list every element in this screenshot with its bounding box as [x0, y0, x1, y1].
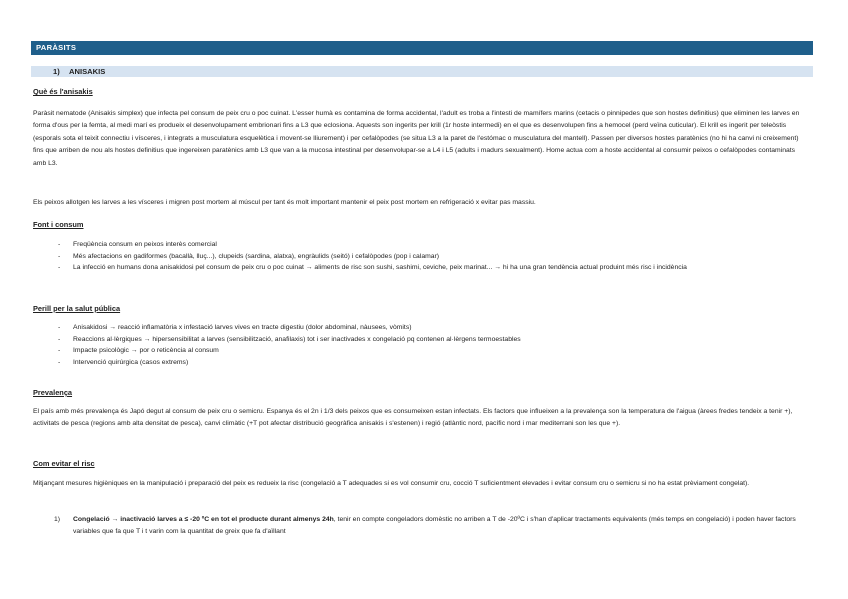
section-title: ANISAKIS — [69, 67, 106, 76]
source-list — [33, 239, 809, 274]
heading-danger: Perill per la salut pública — [33, 304, 121, 313]
heading-source: Font i consum — [33, 220, 84, 229]
section-number: 1) — [53, 67, 60, 76]
paragraph-avoid-risk: Mitjançant mesures higièniques en la manipulació i preparació del peix es redueix la risc (congelació a T adequades si es vol consumir cru, cocció T suficientment elevades i evitar consum cru o semicru si no ha estat prèviament congelat). — [33, 480, 750, 487]
list-item: - La infecció en humans dona anisakidosi pel consum de peix cru o poc cuinat → aliments de risc son sushi, sashimi, ceviche, peix marinat... → hi ha una gran tendència actual produint més risc i incidència — [58, 264, 687, 272]
list-item: - Intervenció quirúrgica (casos extrems) — [58, 358, 189, 366]
item-number: 1) — [54, 516, 61, 523]
list-item: - Impacte psicològic → por o reticència al consum — [58, 347, 219, 355]
heading-prevalence: Prevalença — [33, 388, 73, 397]
chapter-banner: PARÀSITS — [31, 41, 813, 55]
list-item: - Freqüència consum en peixos interès comercial — [58, 241, 217, 248]
heading-avoid-risk: Com evitar el risc — [33, 459, 95, 468]
paragraph-lifecycle: Paràsit nematode (Anisakis simplex) que infecta pel consum de peix cru o poc cuinat. L'esser humà es contamina de forma accidental, l'adult es troba a l'intesti de mamífers marins (cetacis o pinnipedes que son hostes definitius) que eliminen les larves en forma d'ous per la femta, al medi marí es produeix el desenvolupament embrionari fins a L3 que eclosiona. Aquests son ingerits per krill (1r hoste intermedi) en el que es desenvolupen fins a hemocel (perd veïna cuticular). El krill es ingerit per teleòstis (esporals sota el teixit connectiu i vísceres, i integrats a musculatura esquelètica i movent-se lliurement) i per cefalòpodes (se situa L3 a la paret de l'estómac o musculatura del mantell). Passen per diversos hostes paratènics (no hi ha canvi ni creixement) fins que arriben de nou als hostes definitius que ingereixen paratènics amb L3 que van a la mucosa intestinal per desenvolupar-se a L4 i L5 (adults i madurs sexualment). Home actua com a hoste accidental al consumir peixos o cefalòpodes contaminats amb L3. — [33, 110, 800, 167]
numbered-item-freezing — [33, 514, 809, 539]
list-item: - Anisakidosi → reacció inflamatòria x infestació larves vives en tracte digestiu (dolor abdominal, nàusees, vòmits) — [58, 324, 412, 331]
section-bar — [31, 66, 813, 77]
danger-list — [33, 322, 809, 368]
heading-what-is: Què és l'anisakis — [33, 87, 93, 96]
paragraph-postmortem: Els peixos allotgen les larves a les vísceres i migren post mortem al múscul per tant és molt important mantenir el peix post mortem en refrigeració x evitar pas massiu. — [33, 199, 536, 206]
paragraph-prevalence: El país amb més prevalença és Japó degut al consum de peix cru o semicru. Espanya és el 2n i 1/3 dels peixos que es consumeixen estan infectats. Els factors que influeixen a la prevalença son la temperatura de l'aigua (àrees fredes tendeix a tenir +), activitats de pesca (regions amb alta densitat de pesca), canvi climàtic (+T pot afectar distribució geogràfica anisakis i s'estenen) i regió (atlàntic nord, pacífic nord i mar mediterrani son les que +). — [33, 408, 793, 428]
list-item: - Reaccions al·lèrgiques → hipersensibilitat a larves (sensibilització, anafilaxis) tot i ser inactivades x congelació pq contenen al·lèrgens termoestables — [58, 335, 521, 343]
item-bold-text: Congelació → inactivació larves a ≤ -20 ºC en tot el producte durant almenys 24h — [73, 516, 334, 523]
item-text: , tenir en compte congeladors domèstic no arriben a T de -20ºC i s'han d'aplicar tractaments equivalents (més temps en congelació) i poden haver factors variables que fa que T i t varin com la quantitat de greix que fa d'aïllant — [73, 516, 796, 536]
list-item: - Més afectacions en gadiformes (bacallà, lluç...), clupeids (sardina, alatxa), engràulids (seitó) i cefalòpodes (pop i calamar) — [58, 252, 440, 260]
